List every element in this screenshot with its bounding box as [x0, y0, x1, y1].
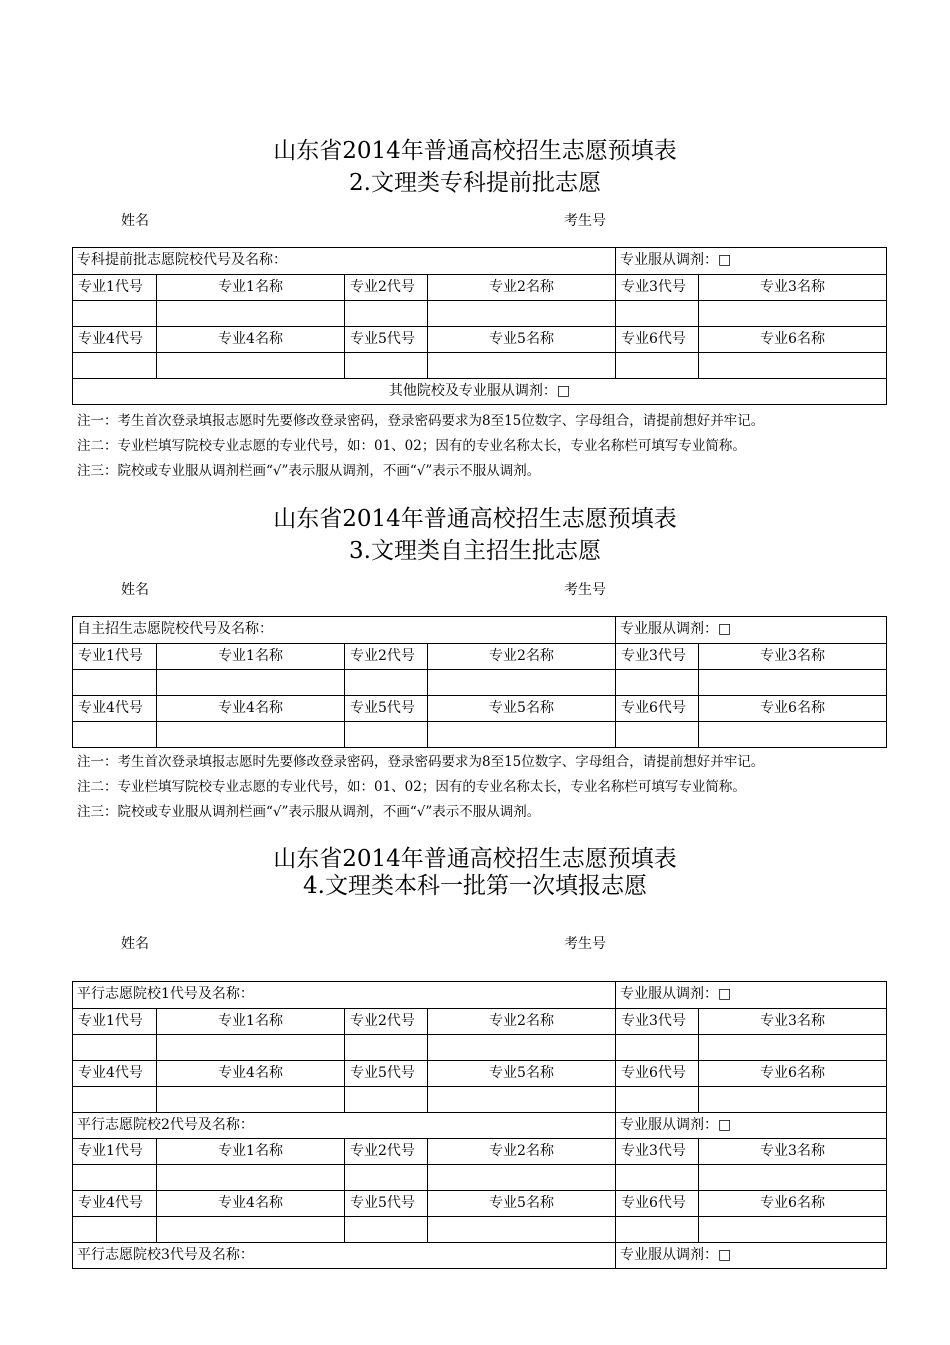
major3-code-input[interactable] — [615, 670, 698, 695]
major6-name-input[interactable] — [698, 722, 886, 747]
section2-title: 山东省2014年普通高校招生志愿预填表 — [273, 138, 677, 164]
major2-code-input[interactable] — [344, 1035, 427, 1060]
major1-code-header: 专业1代号 — [78, 1013, 143, 1029]
major4-name-input[interactable] — [156, 722, 344, 747]
major3-name-header: 专业3名称 — [698, 1009, 886, 1034]
major4-code-input[interactable] — [73, 722, 156, 747]
major1-code-header: 专业1代号 — [78, 1143, 143, 1159]
major5-name-header: 专业5名称 — [427, 1061, 615, 1086]
major2-code-header: 专业2代号 — [344, 1009, 427, 1034]
major1-name-header: 专业1名称 — [156, 644, 344, 669]
s3-note-1: 注一：考生首次登录填报志愿时先要修改登录密码，登录密码要求为8至15位数字、字母组合，请提前想好并牢记。 — [77, 754, 765, 770]
major5-code-header: 专业5代号 — [344, 1191, 427, 1216]
major6-code-input[interactable] — [615, 1087, 698, 1112]
s3-school-field[interactable]: 自主招生志愿院校代号及名称： — [77, 621, 273, 637]
major4-name-header: 专业4名称 — [156, 327, 344, 352]
s2-other-adjust-checkbox[interactable]: 其他院校及专业服从调剂：□ — [388, 383, 571, 399]
major2-name-header: 专业2名称 — [427, 1009, 615, 1034]
s2-input-row-1 — [73, 300, 886, 326]
s3-name-label: 姓名 — [121, 582, 149, 598]
major3-code-header: 专业3代号 — [615, 1009, 698, 1034]
major2-code-input[interactable] — [344, 301, 427, 326]
major2-code-input[interactable] — [344, 1165, 427, 1190]
major6-name-header: 专业6名称 — [698, 696, 886, 721]
major6-name-header: 专业6名称 — [698, 1061, 886, 1086]
s4-school1-adjust-checkbox[interactable]: 专业服从调剂：□ — [615, 982, 886, 1008]
s3-note-2: 注二：专业栏填写院校专业志愿的专业代号，如：01、02；因有的专业名称太长，专业名称栏可填写专业简称。 — [77, 779, 746, 795]
s4-school2-header-row-1 — [73, 1138, 886, 1164]
major5-code-input[interactable] — [344, 1217, 427, 1242]
major3-name-header: 专业3名称 — [698, 644, 886, 669]
major1-name-input[interactable] — [156, 670, 344, 695]
s4-school1-header-row-2 — [73, 1060, 886, 1086]
s3-adjust-checkbox[interactable]: 专业服从调剂：□ — [615, 617, 886, 643]
major6-code-header: 专业6代号 — [615, 1061, 698, 1086]
major4-name-input[interactable] — [156, 353, 344, 378]
major6-code-input[interactable] — [615, 353, 698, 378]
major4-code-header: 专业4代号 — [78, 331, 143, 347]
major4-code-header: 专业4代号 — [78, 700, 143, 716]
major2-name-input[interactable] — [427, 301, 615, 326]
major1-code-input[interactable] — [73, 1165, 156, 1190]
major1-code-header: 专业1代号 — [78, 648, 143, 664]
major6-code-input[interactable] — [615, 722, 698, 747]
s4-school1-field[interactable]: 平行志愿院校1代号及名称： — [77, 986, 254, 1002]
major1-name-input[interactable] — [156, 301, 344, 326]
major3-name-input[interactable] — [698, 1165, 886, 1190]
major2-name-input[interactable] — [427, 670, 615, 695]
s3-header-row-1 — [73, 643, 886, 669]
major5-name-input[interactable] — [427, 1217, 615, 1242]
major1-name-header: 专业1名称 — [156, 275, 344, 300]
section4-subtitle: 4.文理类本科一批第一次填报志愿 — [303, 873, 647, 899]
major1-code-header: 专业1代号 — [78, 279, 143, 295]
major1-name-header: 专业1名称 — [156, 1009, 344, 1034]
s2-name-label: 姓名 — [121, 213, 149, 229]
major4-code-input[interactable] — [73, 353, 156, 378]
s4-form-table — [72, 981, 887, 1269]
s4-school2-header-row-2 — [73, 1190, 886, 1216]
major4-code-input[interactable] — [73, 1087, 156, 1112]
s2-exam-id-label: 考生号 — [564, 213, 606, 229]
major5-name-header: 专业5名称 — [427, 1191, 615, 1216]
major4-name-input[interactable] — [156, 1217, 344, 1242]
major3-code-input[interactable] — [615, 1035, 698, 1060]
s3-note-3: 注三：院校或专业服从调剂栏画“√”表示服从调剂，不画“√”表示不服从调剂。 — [77, 804, 541, 820]
s2-note-2: 注二：专业栏填写院校专业志愿的专业代号，如：01、02；因有的专业名称太长，专业名称栏可填写专业简称。 — [77, 438, 746, 454]
s2-input-row-2 — [73, 352, 886, 378]
major1-name-header: 专业1名称 — [156, 1139, 344, 1164]
major2-name-input[interactable] — [427, 1165, 615, 1190]
major6-name-input[interactable] — [698, 1087, 886, 1112]
major4-code-header: 专业4代号 — [78, 1195, 143, 1211]
major5-code-header: 专业5代号 — [344, 696, 427, 721]
s2-note-1: 注一：考生首次登录填报志愿时先要修改登录密码，登录密码要求为8至15位数字、字母组合，请提前想好并牢记。 — [77, 413, 765, 429]
major1-code-input[interactable] — [73, 301, 156, 326]
major6-name-header: 专业6名称 — [698, 1191, 886, 1216]
s4-exam-id-label: 考生号 — [564, 936, 606, 952]
s2-form-table — [72, 247, 887, 405]
major4-name-header: 专业4名称 — [156, 1061, 344, 1086]
major5-name-input[interactable] — [427, 722, 615, 747]
major3-code-input[interactable] — [615, 1165, 698, 1190]
major6-name-input[interactable] — [698, 1217, 886, 1242]
s4-school3-field[interactable]: 平行志愿院校3代号及名称： — [77, 1247, 254, 1263]
major5-code-input[interactable] — [344, 353, 427, 378]
s4-school2-input-row-2 — [73, 1216, 886, 1242]
major3-name-header: 专业3名称 — [698, 1139, 886, 1164]
major5-name-input[interactable] — [427, 1087, 615, 1112]
major5-name-input[interactable] — [427, 353, 615, 378]
major6-code-header: 专业6代号 — [615, 1191, 698, 1216]
major5-name-header: 专业5名称 — [427, 327, 615, 352]
s4-school2-adjust-checkbox[interactable]: 专业服从调剂：□ — [615, 1113, 886, 1138]
section3-title: 山东省2014年普通高校招生志愿预填表 — [273, 506, 677, 532]
major4-code-input[interactable] — [73, 1217, 156, 1242]
major3-name-input[interactable] — [698, 301, 886, 326]
s2-note-3: 注三：院校或专业服从调剂栏画“√”表示服从调剂，不画“√”表示不服从调剂。 — [77, 463, 541, 479]
section4-title: 山东省2014年普通高校招生志愿预填表 — [273, 846, 677, 872]
major2-code-input[interactable] — [344, 670, 427, 695]
major4-name-header: 专业4名称 — [156, 696, 344, 721]
s3-input-row-2 — [73, 721, 886, 747]
major1-name-input[interactable] — [156, 1035, 344, 1060]
major3-name-input[interactable] — [698, 670, 886, 695]
major5-code-input[interactable] — [344, 722, 427, 747]
s4-school1-input-row-2 — [73, 1086, 886, 1112]
major1-name-input[interactable] — [156, 1165, 344, 1190]
major3-name-header: 专业3名称 — [698, 275, 886, 300]
major2-name-header: 专业2名称 — [427, 644, 615, 669]
major3-code-header: 专业3代号 — [615, 644, 698, 669]
s4-name-label: 姓名 — [121, 936, 149, 952]
major5-name-header: 专业5名称 — [427, 696, 615, 721]
major3-name-input[interactable] — [698, 1035, 886, 1060]
s4-school1-header-row-1 — [73, 1008, 886, 1034]
s3-header-row-2 — [73, 695, 886, 721]
s4-school2-input-row-1 — [73, 1164, 886, 1190]
major4-name-input[interactable] — [156, 1087, 344, 1112]
major4-code-header: 专业4代号 — [78, 1065, 143, 1081]
major5-code-header: 专业5代号 — [344, 1061, 427, 1086]
s2-header-row-1 — [73, 274, 886, 300]
section3-subtitle: 3.文理类自主招生批志愿 — [349, 538, 601, 564]
s4-school1-input-row-1 — [73, 1034, 886, 1060]
major2-code-header: 专业2代号 — [344, 1139, 427, 1164]
major6-name-input[interactable] — [698, 353, 886, 378]
s4-school2-field[interactable]: 平行志愿院校2代号及名称： — [77, 1117, 254, 1133]
major6-name-header: 专业6名称 — [698, 327, 886, 352]
s2-adjust-checkbox[interactable]: 专业服从调剂：□ — [615, 248, 886, 274]
s3-input-row-1 — [73, 669, 886, 695]
major3-code-header: 专业3代号 — [615, 1139, 698, 1164]
section2-subtitle: 2.文理类专科提前批志愿 — [349, 170, 601, 196]
s3-exam-id-label: 考生号 — [564, 582, 606, 598]
s2-school-field[interactable]: 专科提前批志愿院校代号及名称： — [77, 252, 287, 268]
major2-name-input[interactable] — [427, 1035, 615, 1060]
major5-code-input[interactable] — [344, 1087, 427, 1112]
major2-name-header: 专业2名称 — [427, 1139, 615, 1164]
major4-name-header: 专业4名称 — [156, 1191, 344, 1216]
major3-code-header: 专业3代号 — [615, 275, 698, 300]
major6-code-input[interactable] — [615, 1217, 698, 1242]
s2-header-row-2 — [73, 326, 886, 352]
major6-code-header: 专业6代号 — [615, 696, 698, 721]
s4-school3-adjust-checkbox[interactable]: 专业服从调剂：□ — [615, 1243, 886, 1268]
major6-code-header: 专业6代号 — [615, 327, 698, 352]
major1-code-input[interactable] — [73, 670, 156, 695]
s3-form-table — [72, 616, 887, 748]
major5-code-header: 专业5代号 — [344, 327, 427, 352]
major3-code-input[interactable] — [615, 301, 698, 326]
major1-code-input[interactable] — [73, 1035, 156, 1060]
major2-name-header: 专业2名称 — [427, 275, 615, 300]
major2-code-header: 专业2代号 — [344, 644, 427, 669]
major2-code-header: 专业2代号 — [344, 275, 427, 300]
